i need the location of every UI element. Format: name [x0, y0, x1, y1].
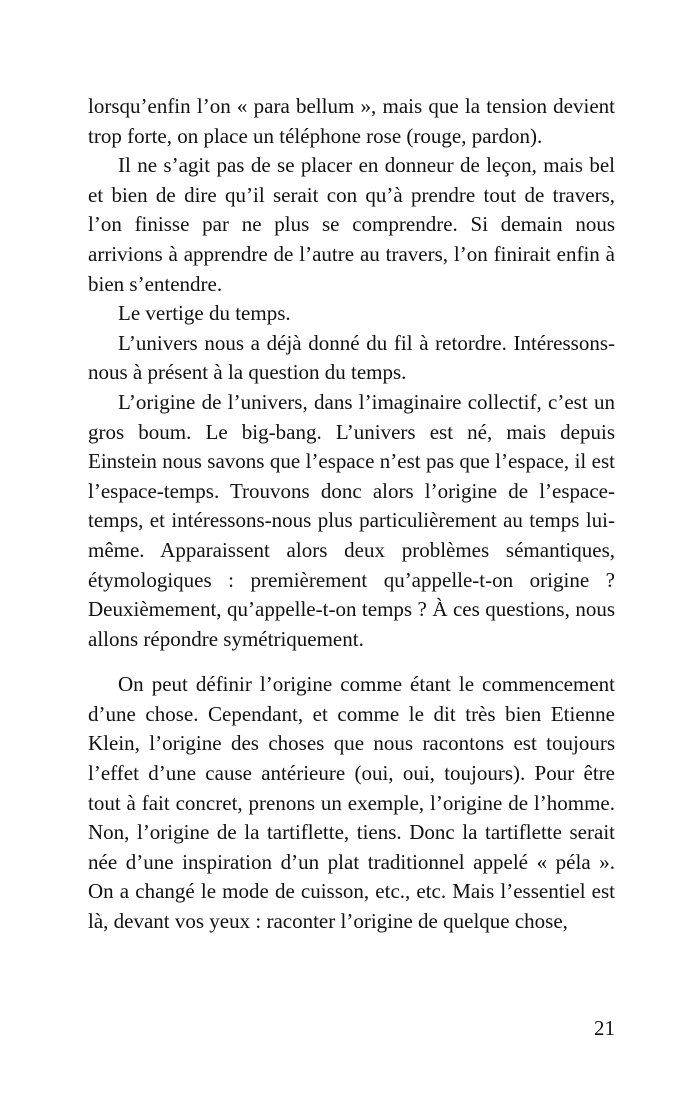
paragraph-origine-univers: L’origine de l’univers, dans l’imaginaire collectif, c’est un gros boum. Le big-bang. L’univers est né, mais depuis Einstein nous savons que l’espace n’est pas que l’espace, il est l’espace-temps. Trouvons donc alors l’origine de l’espace-temps, et intéressons-nous plus particulièrement au temps lui-même. Apparaissent alors deux problèmes sémantiques, étymologiques : premièrement qu’appelle-t-on origine ? Deuxièmement, qu’appelle-t-on temps ? À ces questions, nous allons répondre symétriquement. — [88, 389, 615, 651]
page-body — [88, 92, 615, 937]
page-number: 21 — [594, 1016, 615, 1040]
paragraph-definition-origine: On peut définir l’origine comme étant le commencement d’une chose. Cependant, et comme le dit très bien Etienne Klein, l’origine des choses que nous racontons est toujours l’effet d’une cause antérieure (oui, oui, toujours). Pour être tout à fait concret, prenons un exemple, l’origine de l’homme. Non, l’origine de la tartiflette, tiens. Donc la tartiflette serait née d’une inspiration d’un plat traditionnel appelé « péla ». On a changé le mode de cuisson, etc., etc. Mais l’essentiel est là, devant vos yeux : raconter l’origine de quelque chose, — [88, 672, 615, 934]
paragraph-continuation: lorsqu’enfin l’on « para bellum », mais que la tension devient trop forte, on place un téléphone rose (rouge, pardon). — [88, 94, 615, 148]
section-heading-vertige: Le vertige du temps. — [118, 301, 291, 326]
paragraph-univers: L’univers nous a déjà donné du fil à retordre. Intéressons-nous à présent à la question du temps. — [88, 330, 615, 385]
paragraph-lecon: Il ne s’agit pas de se placer en donneur de leçon, mais bel et bien de dire qu’il serait con qu’à prendre tout de travers, l’on finisse par ne plus se comprendre. Si demain nous arrivions à apprendre de l’autre au travers, l’on finirait enfin à bien s’entendre. — [88, 153, 615, 296]
